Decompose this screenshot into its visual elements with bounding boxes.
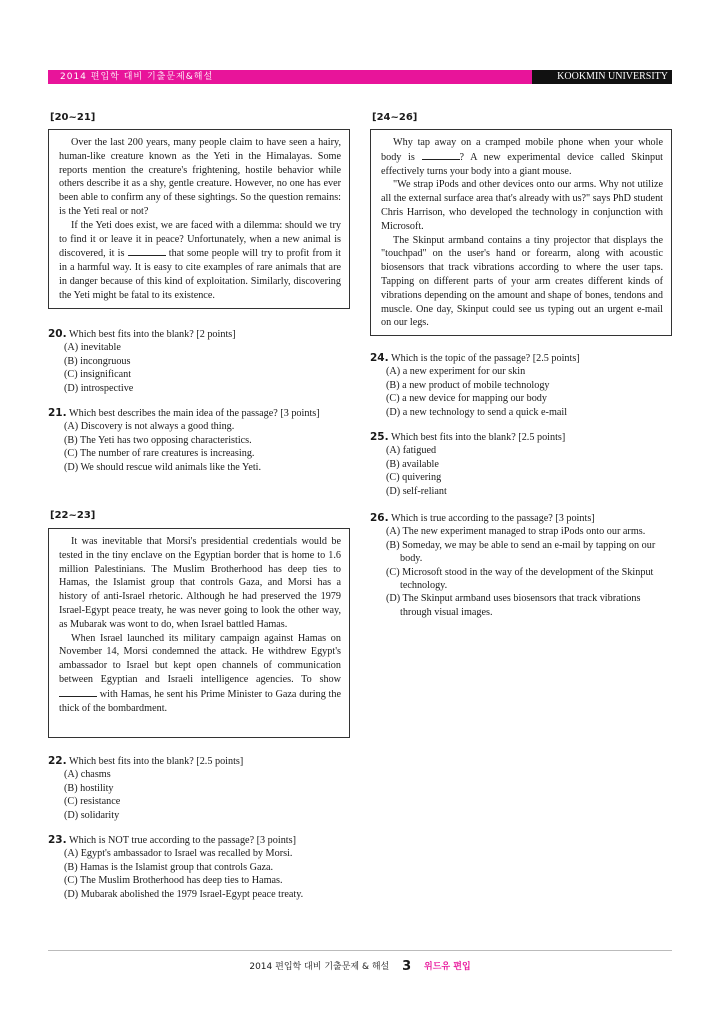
answer-option: (B) The Yeti has two opposing characteristics.	[64, 434, 252, 446]
answer-option: (D) Mubarak abolished the 1979 Israel-Egypt peace treaty.	[64, 888, 304, 900]
answer-option: (A) Discovery is not always a good thing.	[64, 421, 235, 433]
passage-24-26	[370, 129, 672, 336]
answer-option: (D) introspective	[64, 382, 134, 394]
question-number: 23.	[48, 834, 67, 846]
passage-22-23	[48, 528, 350, 738]
passage-paragraph: If the Yeti does exist, we are faced with a dilemma: should we try to find it or leave it in peace? Unfortunately, when a new animal is discovered, it is that some people will try to profit from it in a harmful way. It is easy to cite examples of rare animals that are in danger because of this kind of exploitation. Similarly, discovering the Yeti might be fatal to its existence.	[59, 219, 342, 301]
answer-option: (C) a new device for mapping our body	[386, 393, 547, 405]
page-header	[48, 70, 672, 84]
answer-option: (B) Hamas is the Islamist group that controls Gaza.	[64, 861, 274, 873]
passage-paragraph: "We strap iPods and other devices onto our arms. Why not utilize all the external surface area that's already with us?" says PhD student Chris Harrison, who developed the technology in conjunction with Microsoft.	[381, 179, 663, 232]
answer-option: (A) inevitable	[64, 342, 121, 354]
question-25	[370, 431, 672, 498]
answer-option: (C) resistance	[64, 796, 121, 808]
answer-option: (A) fatigued	[386, 445, 437, 457]
question-21	[48, 407, 350, 474]
answer-option: (C) Microsoft stood in the way of the development of the Skinput technology.	[386, 566, 654, 592]
answer-option: (B) hostility	[64, 782, 114, 794]
question-number: 25.	[370, 431, 389, 443]
answer-option: (A) a new experiment for our skin	[386, 366, 526, 378]
question-number: 20.	[48, 328, 67, 340]
question-stem: Which is true according to the passage? [3 points]	[390, 513, 595, 524]
question-20	[48, 328, 350, 395]
answer-option: (A) chasms	[64, 769, 111, 781]
question-stem: Which best describes the main idea of the passage? [3 points]	[68, 408, 320, 419]
section-label-24-26: [24~26]	[372, 112, 418, 123]
passage-20-21	[48, 129, 350, 309]
question-stem: Which best fits into the blank? [2.5 points]	[68, 756, 244, 767]
page-number: 3	[402, 959, 412, 974]
answer-blank	[59, 687, 97, 697]
section-label-22-23: [22~23]	[50, 510, 96, 521]
question-number: 21.	[48, 407, 67, 419]
question-stem: Which best fits into the blank? [2 points]	[68, 329, 236, 340]
answer-option: (B) available	[386, 458, 439, 470]
question-24	[370, 352, 672, 419]
question-23	[48, 834, 350, 901]
answer-option: (C) The Muslim Brotherhood has deep ties to Hamas.	[64, 875, 283, 887]
header-title-right: KOOKMIN UNIVERSITY	[532, 70, 672, 84]
answer-option: (C) The number of rare creatures is increasing.	[64, 448, 255, 460]
page-footer	[0, 959, 720, 974]
passage-paragraph: Over the last 200 years, many people claim to have seen a hairy, human-like creature known as the Yeti in the Himalayas. Some reports mention the creature's frightening, hostile behavior while others describe it as a shy, gentle creature. However, no one has ever been able to confirm any of these sightings. So the question remains: is the Yeti real or not?	[59, 137, 341, 217]
passage-paragraph: When Israel launched its military campaign against Hamas on November 14, Morsi condemned the attack. He withdrew Egypt's ambassador to Israel but kept open channels of communication between Egyptian and Israeli intelligence agencies. To show with Hamas, he sent his Prime Minister to Gaza during the thick of the bombardment.	[59, 632, 342, 714]
answer-option: (B) Someday, we may be able to send an e-mail by tapping on our body.	[386, 539, 656, 565]
answer-option: (C) insignificant	[64, 369, 132, 381]
question-number: 22.	[48, 755, 67, 767]
answer-option: (D) The Skinput armband uses biosensors that track vibrations through visual images.	[386, 593, 641, 618]
passage-paragraph: The Skinput armband contains a tiny projector that displays the "touchpad" on the user's hand or forearm, along with acoustic biosensors that track vibrations according to where the user taps. Tapping on different parts of your arm creates different kinds of vibrations depending on the amount and shape of bones, tendons and muscle. One day, Skinput could see us typing out an urgent e-mail on our legs.	[381, 234, 663, 329]
question-22	[48, 755, 350, 822]
question-number: 24.	[370, 352, 389, 364]
answer-option: (A) Egypt's ambassador to Israel was recalled by Morsi.	[64, 848, 293, 860]
answer-blank	[128, 246, 166, 256]
footer-divider	[48, 950, 672, 951]
question-number: 26.	[370, 512, 389, 524]
footer-brand: 위드유 편입	[424, 962, 471, 972]
header-title-left: 2014 편입학 대비 기출문제&해설	[48, 70, 532, 84]
passage-paragraph: It was inevitable that Morsi's presidential credentials would be tested in the tiny enclave on the Egyptian border that is home to 1.6 million Palestinians. The Muslim Brotherhood has deep ties to Hamas, the Islamist group that controls Gaza, and Morsi has a history of anti-Israel rhetoric. Although he had preserved the 1979 Israel-Egypt peace treaty, he was never going to look the other way, as Mubarak was wont to do, when Israel battled Hamas.	[59, 536, 341, 630]
passage-paragraph: Why tap away on a cramped mobile phone when your whole body is ? A new experimental device called Skinput effectively turns your body into a giant mouse.	[381, 137, 664, 177]
question-stem: Which is the topic of the passage? [2.5 points]	[390, 353, 580, 364]
answer-option: (D) We should rescue wild animals like the Yeti.	[64, 461, 262, 473]
answer-option: (C) quivering	[386, 472, 442, 484]
question-stem: Which is NOT true according to the passage? [3 points]	[68, 835, 296, 846]
section-label-20-21: [20~21]	[50, 112, 96, 123]
answer-option: (D) solidarity	[64, 809, 120, 821]
answer-option: (B) a new product of mobile technology	[386, 379, 550, 391]
answer-option: (B) incongruous	[64, 355, 131, 367]
answer-option: (A) The new experiment managed to strap iPods onto our arms.	[386, 526, 646, 538]
answer-option: (D) self-reliant	[386, 485, 447, 497]
answer-option: (D) a new technology to send a quick e-mail	[386, 406, 568, 418]
question-stem: Which best fits into the blank? [2.5 points]	[390, 432, 566, 443]
question-26	[370, 512, 672, 619]
footer-title: 2014 편입학 대비 기출문제 & 해설	[249, 962, 390, 972]
answer-blank	[422, 150, 460, 160]
